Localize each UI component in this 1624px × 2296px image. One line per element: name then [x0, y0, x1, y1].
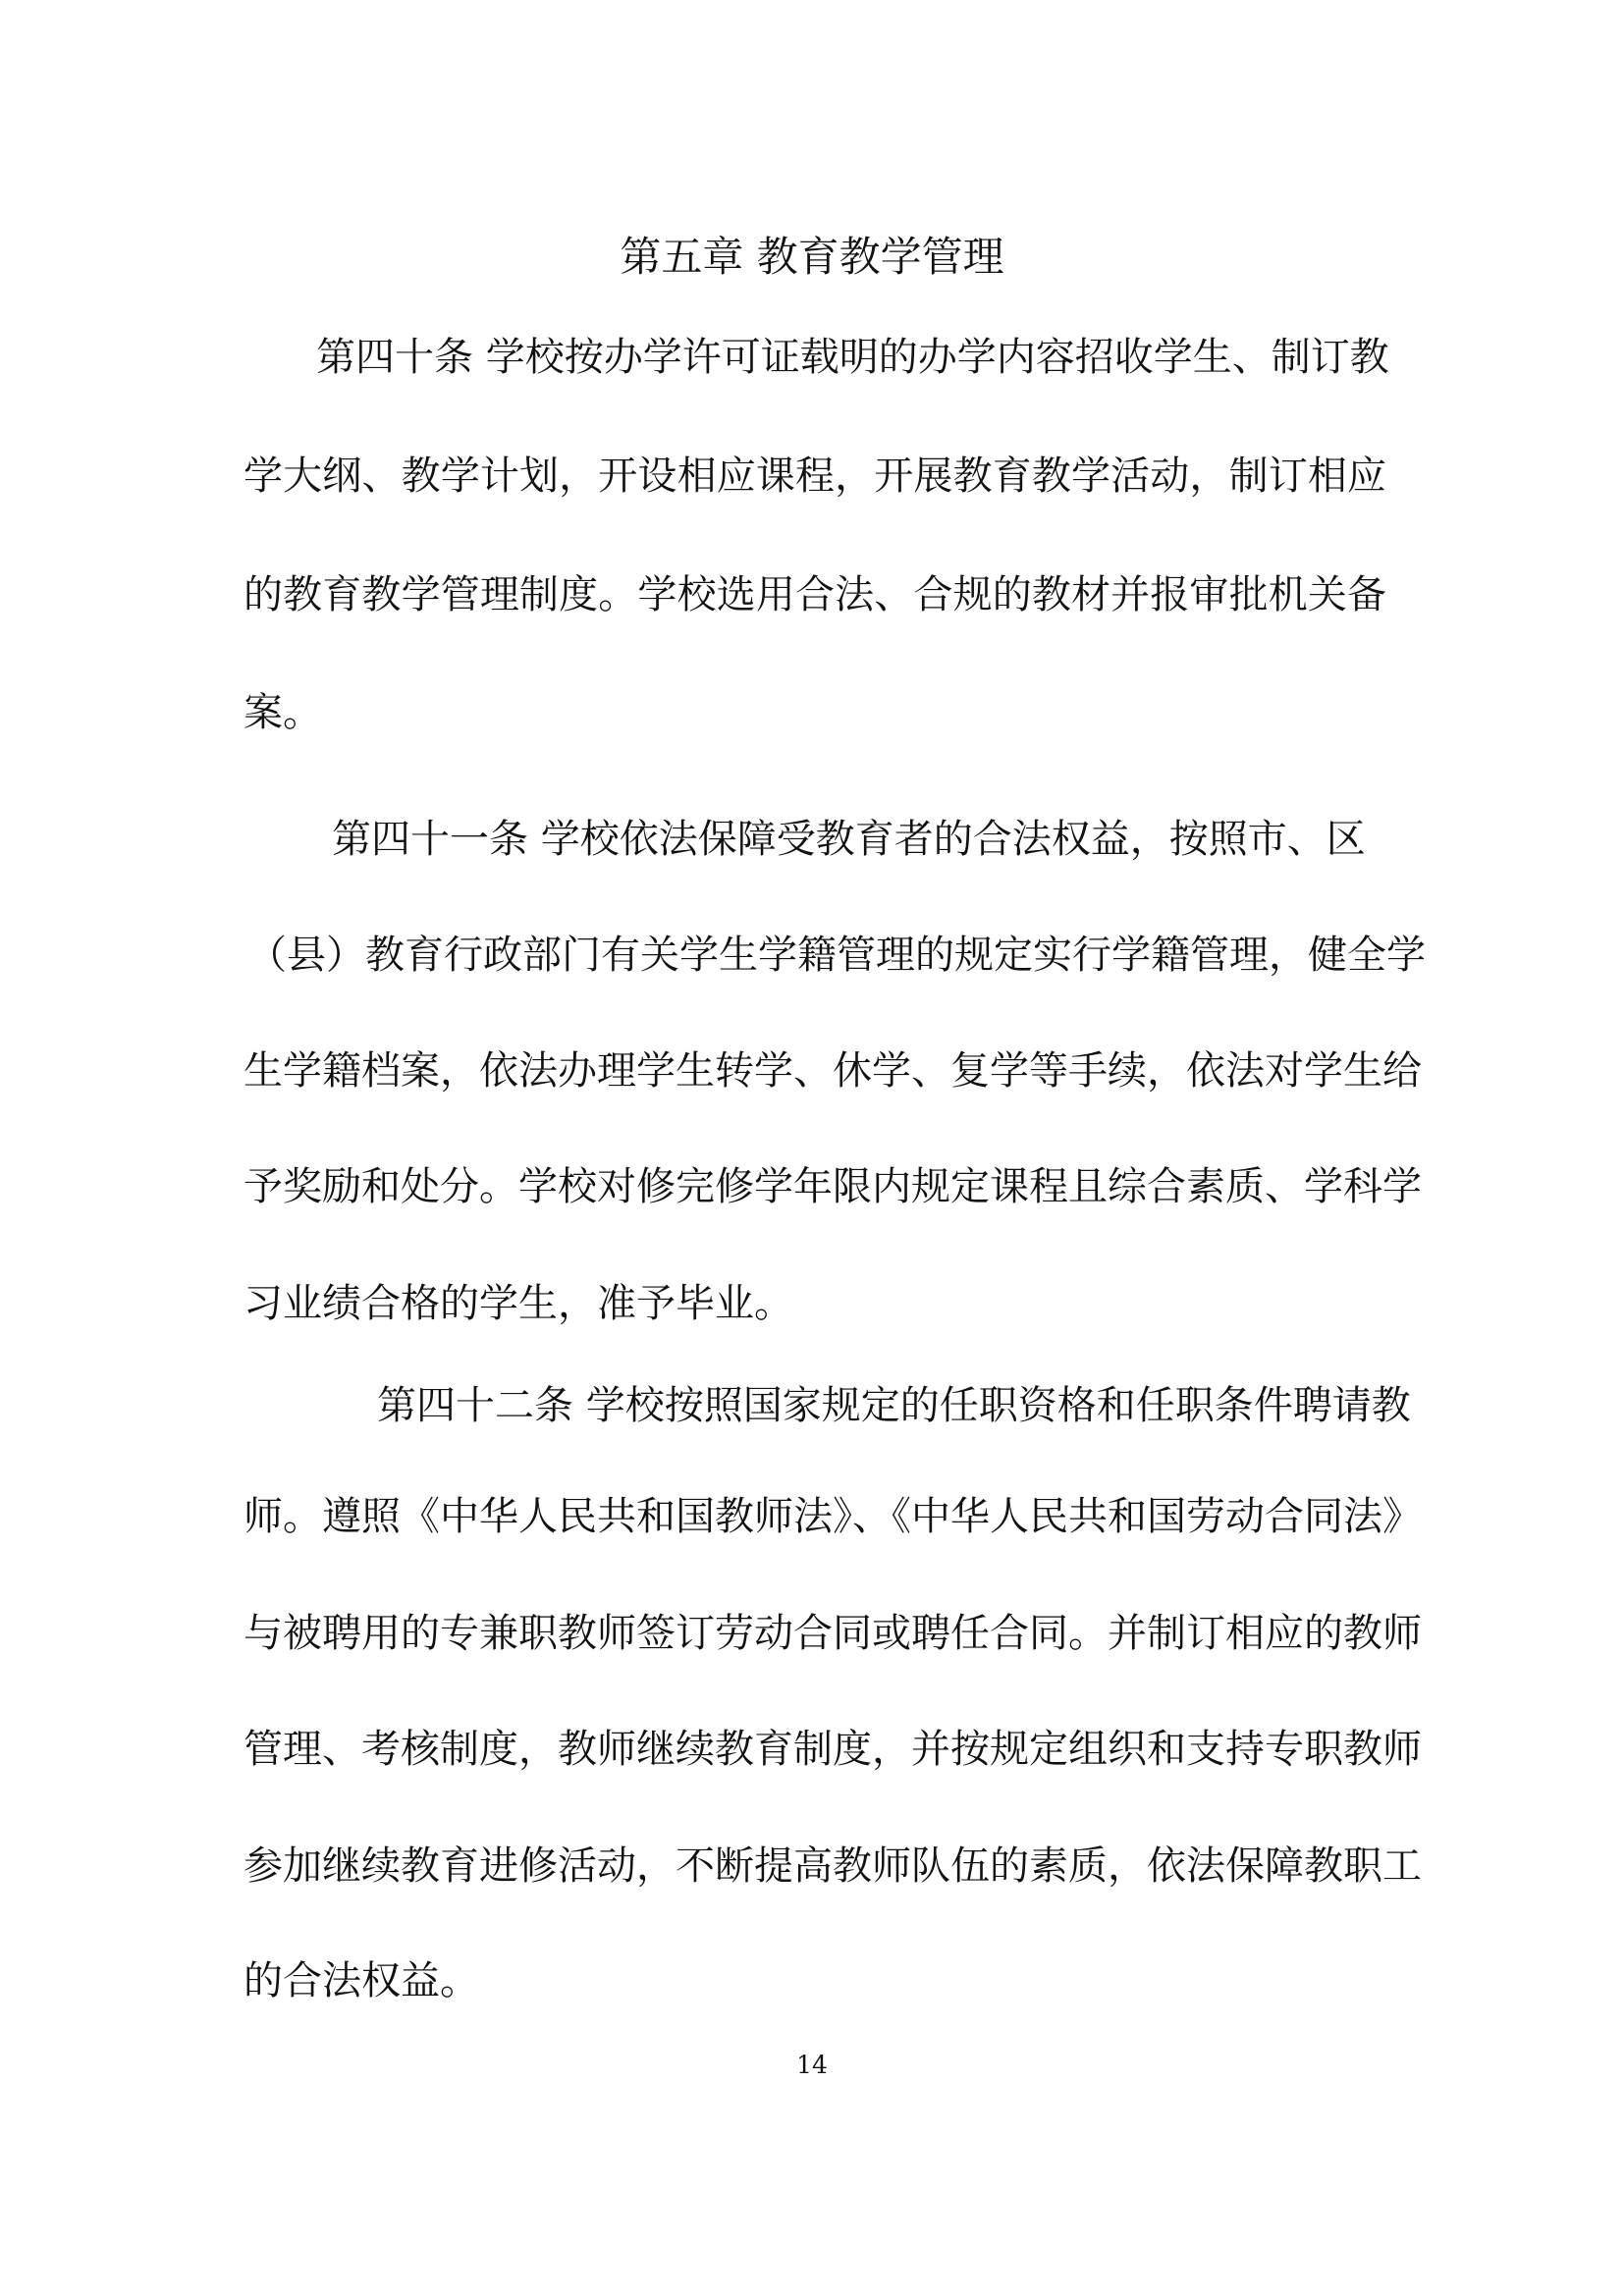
article-42-line-6: 的合法权益。	[244, 1958, 479, 2003]
article-40-line-2: 学大纲、教学计划，开设相应课程，开展教育教学活动，制订相应	[244, 454, 1386, 499]
article-40-line-4: 案。	[244, 690, 322, 735]
article-41-line-1: 第四十一条 学校依法保障受教育者的合法权益，按照市、区	[332, 817, 1366, 862]
article-41-line-5: 习业绩合格的学生，准予毕业。	[244, 1281, 793, 1326]
page-number: 14	[796, 2051, 828, 2079]
article-42-line-1: 第四十二条 学校按照国家规定的任职资格和任职条件聘请教	[377, 1383, 1411, 1428]
article-40-line-3: 的教育教学管理制度。学校选用合法、合规的教材并报审批机关备	[244, 572, 1386, 617]
article-41-line-4: 予奖励和处分。学校对修完修学年限内规定课程且综合素质、学科学	[244, 1164, 1422, 1209]
chapter-title: 第五章 教育教学管理	[620, 233, 1004, 281]
article-41-line-3: 生学籍档案，依法办理学生转学、休学、复学等手续，依法对学生给	[244, 1048, 1422, 1094]
article-42-line-5: 参加继续教育进修活动，不断提高教师队伍的素质，依法保障教职工	[244, 1843, 1422, 1889]
article-41-line-2: （县）教育行政部门有关学生学籍管理的规定实行学籍管理，健全学	[247, 933, 1426, 978]
article-42-line-3: 与被聘用的专兼职教师签订劳动合同或聘任合同。并制订相应的教师	[244, 1611, 1422, 1656]
article-40-line-1: 第四十条 学校按办学许可证载明的办学内容招收学生、制订教	[316, 335, 1389, 380]
article-42-line-4: 管理、考核制度，教师继续教育制度，并按规定组织和支持专职教师	[244, 1727, 1422, 1772]
article-42-line-2: 师。遵照《中华人民共和国教师法》、《中华人民共和国劳动合同法》	[244, 1494, 1422, 1539]
